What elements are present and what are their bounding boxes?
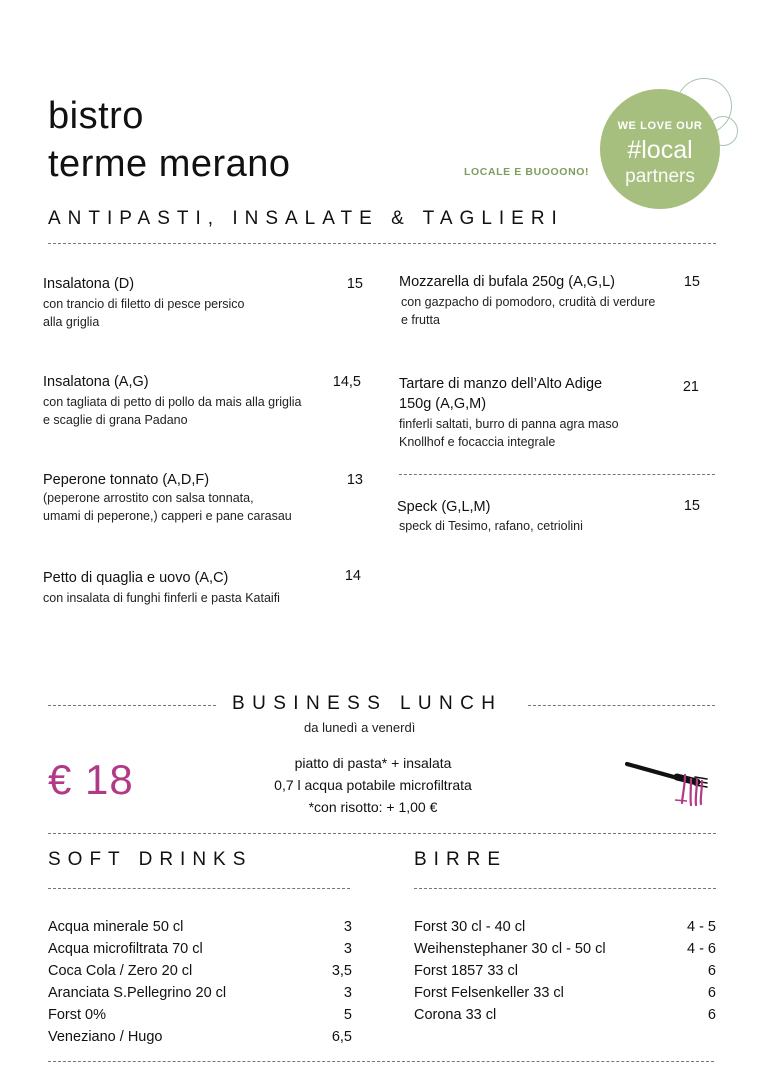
business-lunch-title: BUSINESS LUNCH [232, 693, 503, 714]
item-name: Speck (G,L,M) [397, 499, 491, 515]
drink-name: Aranciata S.Pellegrino 20 cl [48, 985, 227, 1001]
item-description: alla griglia [43, 315, 100, 329]
item-name: Mozzarella di bufala 250g (A,G,L) [399, 274, 615, 290]
item-description: speck di Tesimo, rafano, cetriolini [399, 519, 583, 533]
divider [48, 888, 350, 889]
list-item [48, 963, 352, 979]
menu-item [399, 376, 701, 451]
drink-price: 3 [343, 985, 352, 1001]
beer-name: Forst Felsenkeller 33 cl [414, 985, 564, 1001]
brand-name [48, 92, 291, 188]
beer-price: 4 - 5 [686, 919, 716, 935]
item-price: 13 [346, 472, 363, 488]
list-item [48, 985, 352, 1001]
section-title-soft-drinks: SOFT DRINKS [48, 849, 253, 870]
item-price: 15 [683, 274, 700, 290]
drink-name: Veneziano / Hugo [48, 1029, 163, 1045]
item-description: con insalata di funghi finferli e pasta Kataifi [43, 591, 280, 605]
business-lunch-line-3: *con risotto: + 1,00 € [308, 799, 438, 815]
business-lunch-price: € 18 [48, 756, 134, 803]
beer-name: Forst 30 cl - 40 cl [414, 919, 526, 935]
item-description: finferli saltati, burro di panna agra maso [399, 417, 619, 431]
drink-price: 3 [343, 941, 352, 957]
beer-price: 6 [707, 985, 716, 1001]
list-item [414, 919, 716, 935]
item-price: 14 [344, 568, 361, 584]
item-description: Knollhof e focaccia integrale [399, 435, 556, 449]
divider [414, 888, 716, 889]
menu-item [43, 472, 363, 525]
item-description: (peperone arrostito con salsa tonnata, [43, 491, 254, 505]
item-description: con gazpacho di pomodoro, crudità di verdure [401, 295, 656, 309]
item-name: Tartare di manzo dell’Alto Adige [399, 376, 603, 392]
beer-price: 4 - 6 [686, 941, 716, 957]
brand-line-2: terme merano [48, 143, 291, 185]
item-name: Insalatona (D) [43, 276, 135, 292]
item-description: con tagliata di petto di pollo da mais alla griglia [43, 395, 302, 409]
drink-name: Coca Cola / Zero 20 cl [48, 963, 193, 979]
divider [48, 243, 716, 244]
drink-name: Forst 0% [48, 1007, 107, 1023]
item-price: 21 [682, 379, 699, 395]
tagline: LOCALE E BUOOONO! [464, 166, 590, 178]
beer-name: Corona 33 cl [414, 1007, 497, 1023]
drink-price: 5 [343, 1007, 352, 1023]
item-name: Peperone tonnato (A,D,F) [43, 472, 210, 488]
badge-line-3: partners [625, 166, 695, 187]
menu-item [43, 570, 363, 607]
divider [528, 705, 715, 706]
list-item [48, 919, 352, 935]
section-title-antipasti: ANTIPASTI, INSALATE & TAGLIERI [48, 208, 564, 229]
list-item [48, 1007, 352, 1023]
divider [48, 705, 216, 706]
item-name: Petto di quaglia e uovo (A,C) [43, 570, 229, 586]
drink-price: 6,5 [331, 1029, 352, 1045]
badge-line-2: #local [627, 136, 693, 164]
divider [48, 833, 716, 834]
item-price: 15 [683, 498, 700, 514]
business-lunch-line-1: piatto di pasta* + insalata [294, 755, 452, 771]
item-price: 15 [346, 276, 363, 292]
list-item [414, 1007, 716, 1023]
list-item [48, 941, 352, 957]
list-item [414, 941, 716, 957]
item-name-line-2: 150g (A,G,M) [399, 396, 487, 412]
business-lunch-line-2: 0,7 l acqua potabile microfiltrata [274, 777, 472, 793]
item-name: Insalatona (A,G) [43, 374, 149, 390]
local-partners-badge [600, 89, 720, 209]
badge-line-1: WE LOVE OUR [617, 120, 703, 132]
divider [48, 1061, 714, 1062]
beer-price: 6 [707, 1007, 716, 1023]
beer-name: Forst 1857 33 cl [414, 963, 518, 979]
item-description: umami di peperone,) capperi e pane carasau [43, 509, 292, 523]
menu-item [397, 499, 701, 535]
drink-name: Acqua microfiltrata 70 cl [48, 941, 203, 957]
drink-name: Acqua minerale 50 cl [48, 919, 184, 935]
divider [399, 474, 715, 475]
drink-price: 3,5 [331, 963, 352, 979]
beer-price: 6 [707, 963, 716, 979]
beer-name: Weihenstephaner 30 cl - 50 cl [414, 941, 606, 957]
item-price: 14,5 [332, 374, 361, 390]
menu-item [399, 274, 701, 329]
menu-item [43, 276, 363, 331]
menu-item [43, 374, 363, 429]
drink-price: 3 [343, 919, 352, 935]
fork-pasta-icon [625, 755, 709, 809]
item-description: e scaglie di grana Padano [43, 413, 188, 427]
business-lunch-subtitle: da lunedì a venerdì [304, 720, 416, 735]
brand-line-1: bistro [48, 95, 144, 137]
list-item [414, 985, 716, 1001]
list-item [414, 963, 716, 979]
list-item [48, 1029, 352, 1045]
item-description: e frutta [401, 313, 440, 327]
item-description: con trancio di filetto di pesce persico [43, 297, 245, 311]
section-title-birre: BIRRE [414, 849, 508, 870]
